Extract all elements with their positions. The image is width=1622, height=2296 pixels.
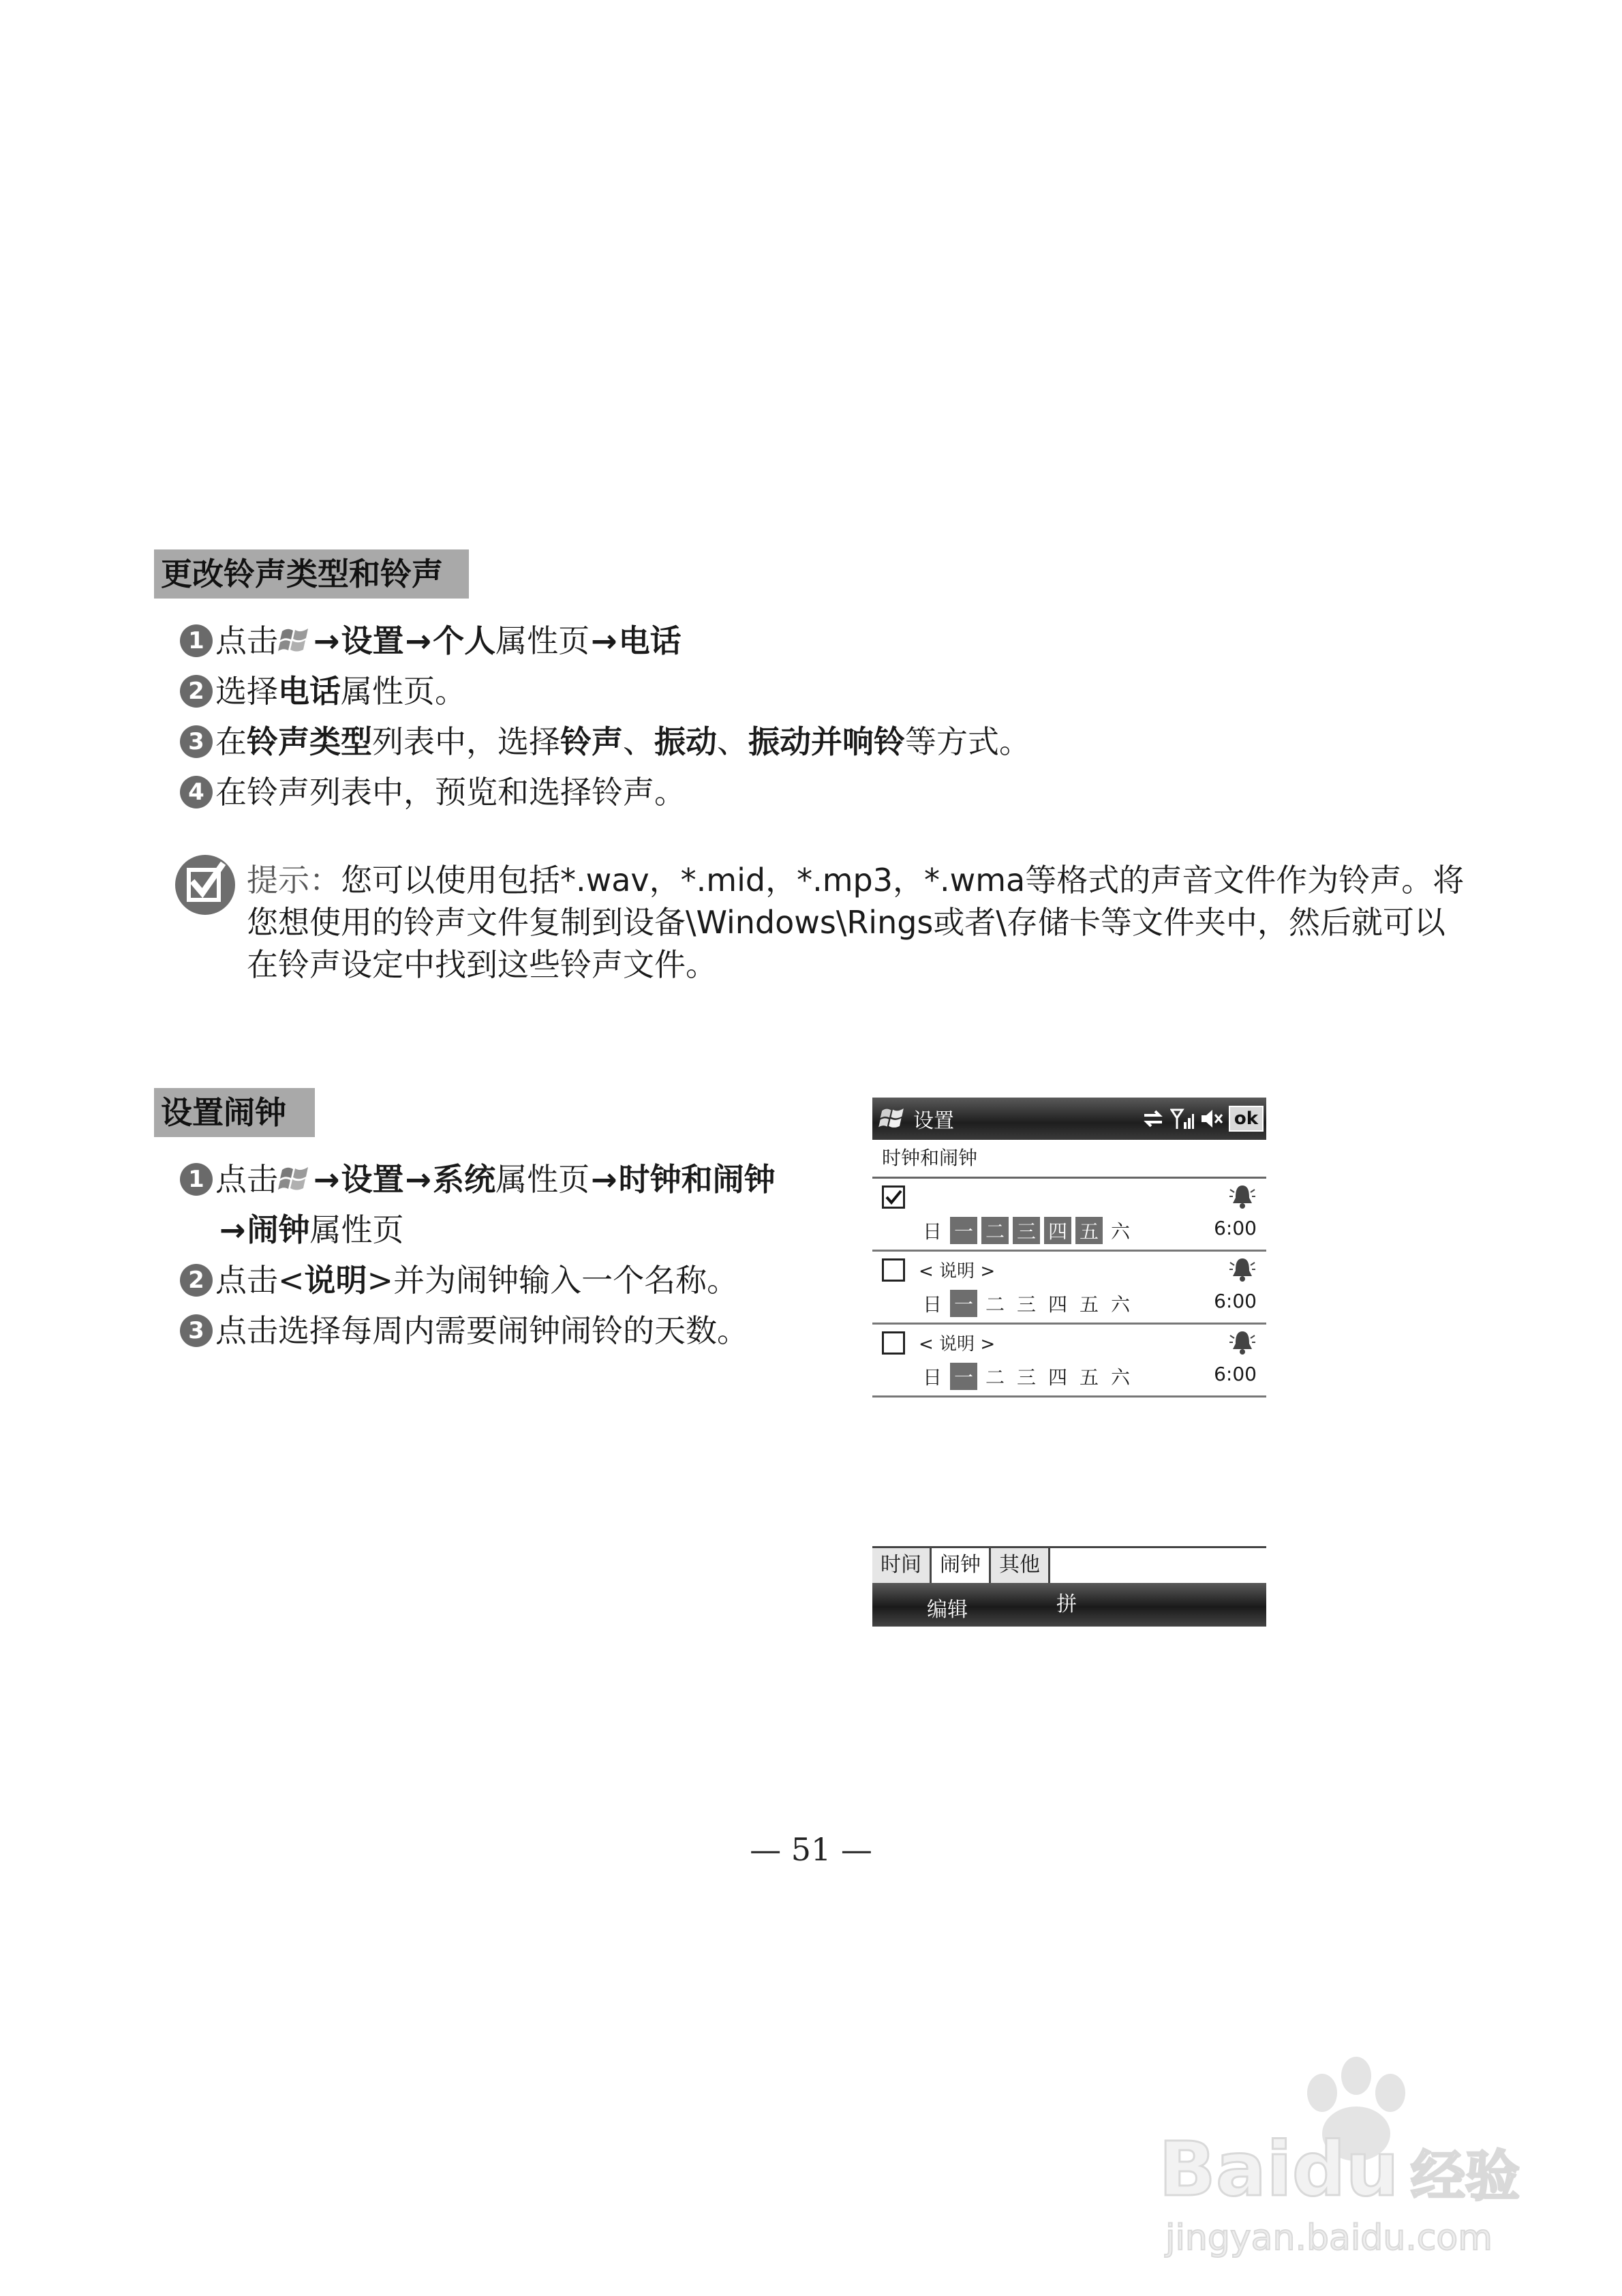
tab-other[interactable]: 其他 [991, 1548, 1050, 1585]
input-method-button[interactable]: 拼 [1056, 1592, 1077, 1616]
phone-title: 设置 [913, 1109, 954, 1133]
day-toggle[interactable]: 日 [922, 1366, 942, 1389]
tab-alarm[interactable]: 闹钟 [932, 1548, 991, 1585]
tab-time[interactable]: 时间 [872, 1548, 932, 1585]
alarm-checkbox[interactable] [882, 1258, 905, 1282]
alarm-time[interactable]: 6:00 [1214, 1363, 1257, 1385]
alarm-step-2: 2 点击 < 说明 >并为闹钟输入一个名称。 [180, 1260, 738, 1301]
day-toggle[interactable]: 五 [1075, 1217, 1103, 1244]
tip-text: 提示：您可以使用包括*.wav，*.mid，*.mp3，*.wma等格式的声音文件作为铃声。将 您想使用的铃声文件复制到设备\Windows\Rings或者\存储卡等文件夹中，然后就可以 在铃声设定中找到这些铃声文件。 [247, 862, 1465, 983]
alarm-days [919, 1290, 1134, 1317]
alarm-days [919, 1363, 1134, 1390]
watermark-url: jingyan.baidu.com [1165, 2218, 1493, 2259]
phone-screenshot [872, 1098, 1266, 1398]
watermark-label: 经验 [1411, 2145, 1520, 2208]
day-toggle[interactable]: 二 [985, 1366, 1005, 1389]
ringtone-step-2: 2 选择 电话 属性页。 [180, 671, 466, 712]
ok-button[interactable]: ok [1229, 1106, 1264, 1132]
alarm-row[interactable] [872, 1252, 1266, 1325]
day-toggle[interactable]: 一 [950, 1217, 977, 1244]
phone-tab-bar [872, 1546, 1266, 1585]
day-toggle[interactable]: 一 [950, 1363, 977, 1390]
day-toggle[interactable]: 日 [922, 1293, 942, 1316]
day-toggle[interactable]: 五 [1079, 1293, 1099, 1316]
windows-start-icon [278, 1163, 312, 1196]
day-toggle[interactable]: 四 [1047, 1366, 1067, 1389]
tip-label: 提示： [247, 862, 341, 898]
alarm-days [919, 1217, 1134, 1244]
day-toggle[interactable]: 四 [1047, 1293, 1067, 1316]
step-number: 2 [180, 675, 213, 708]
edit-softkey[interactable]: 编辑 [927, 1598, 968, 1622]
step-number: 1 [180, 1163, 213, 1196]
phone-title-bar [872, 1098, 1266, 1140]
alarm-description[interactable]: < 说明 > [919, 1334, 996, 1355]
section-title-alarm: 设置闹钟 [154, 1088, 315, 1137]
day-toggle[interactable]: 三 [1013, 1217, 1040, 1244]
windows-start-icon[interactable] [876, 1105, 909, 1132]
tip-checkbox-icon [174, 854, 236, 916]
alarm-bell-icon [1228, 1183, 1257, 1210]
day-toggle[interactable]: 五 [1079, 1366, 1099, 1389]
day-toggle[interactable]: 六 [1110, 1293, 1130, 1316]
phone-menu-bar [872, 1583, 1266, 1627]
day-toggle[interactable]: 六 [1110, 1220, 1130, 1243]
windows-start-icon [278, 624, 312, 657]
volume-mute-icon[interactable] [1200, 1108, 1223, 1130]
day-toggle[interactable]: 四 [1044, 1217, 1071, 1244]
page-number: — 51 — [750, 1831, 872, 1868]
alarm-bell-icon [1228, 1329, 1257, 1356]
alarm-row[interactable] [872, 1325, 1266, 1398]
watermark-brand: Baidu [1159, 2126, 1399, 2213]
step-number: 3 [180, 1314, 213, 1347]
step-number: 3 [180, 725, 213, 758]
day-toggle[interactable]: 六 [1110, 1366, 1130, 1389]
alarm-step-1-cont: → 闹钟 属性页 [219, 1211, 404, 1248]
day-toggle[interactable]: 三 [1016, 1366, 1036, 1389]
ringtone-step-3: 3 在 铃声类型 列表中，选择 铃声 、 振动 、 振动并响铃 等方式。 [180, 721, 1030, 762]
section-title-ringtone: 更改铃声类型和铃声 [154, 549, 469, 599]
alarm-checkbox[interactable] [882, 1331, 905, 1355]
ringtone-step-4: 4 在铃声列表中，预览和选择铃声。 [180, 772, 686, 813]
alarm-description[interactable]: < 说明 > [919, 1261, 996, 1282]
signal-icon [1170, 1107, 1195, 1130]
step-number: 1 [180, 624, 213, 657]
phone-subheader: 时钟和闹钟 [872, 1140, 1266, 1179]
day-toggle[interactable]: 三 [1016, 1293, 1036, 1316]
ringtone-step-1: 1 点击 → 设置 → 个人 属性页 → 电话 [180, 620, 682, 661]
alarm-time[interactable]: 6:00 [1214, 1217, 1257, 1239]
alarm-row[interactable] [872, 1179, 1266, 1252]
step-number: 4 [180, 776, 213, 809]
alarm-step-1: 1 点击 → 设置 → 系统 属性页 → 时钟和闹钟 [180, 1159, 776, 1200]
day-toggle[interactable]: 一 [950, 1290, 977, 1317]
step-number: 2 [180, 1264, 213, 1297]
alarm-bell-icon [1228, 1256, 1257, 1283]
alarm-checkbox[interactable] [882, 1185, 905, 1209]
day-toggle[interactable]: 日 [922, 1220, 942, 1243]
day-toggle[interactable]: 二 [981, 1217, 1009, 1244]
sync-icon [1142, 1108, 1165, 1129]
alarm-step-3: 3 点击选择每周内需要闹钟闹铃的天数。 [180, 1310, 748, 1351]
baidu-jingyan-watermark [1152, 2045, 1533, 2263]
alarm-time[interactable]: 6:00 [1214, 1290, 1257, 1312]
checkmark-icon [884, 1188, 903, 1207]
day-toggle[interactable]: 二 [985, 1293, 1005, 1316]
